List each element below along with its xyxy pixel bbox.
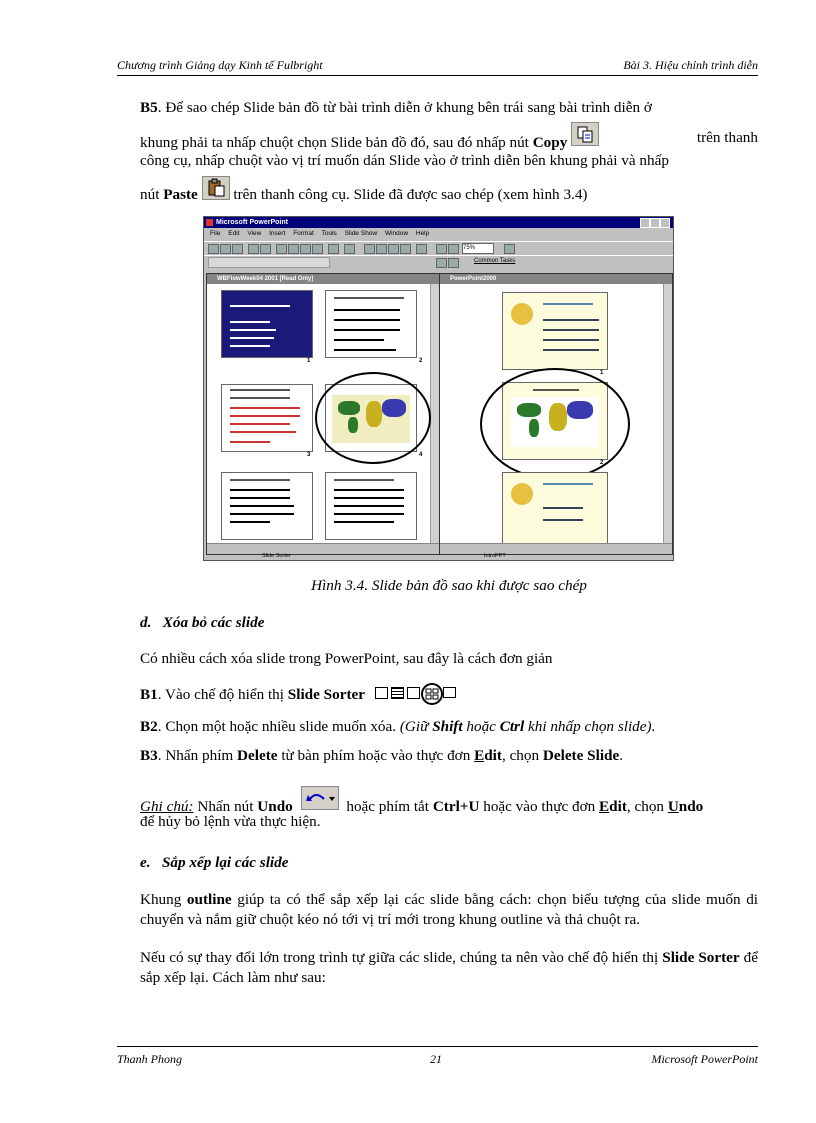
b3-text-4: . [619, 747, 624, 764]
b2-italic-1: (Giữ [399, 718, 429, 735]
paste-icon [202, 176, 230, 200]
b3-delete-slide: Delete Slide [542, 747, 620, 764]
paste-tb-icon[interactable] [300, 244, 311, 254]
right-slide-thumb-3[interactable] [502, 472, 608, 544]
menu-slideshow[interactable]: Slide Show [344, 230, 378, 237]
new-icon[interactable] [208, 244, 219, 254]
b5-line-1 [140, 98, 758, 118]
close-icon[interactable] [660, 218, 670, 228]
footer-left: Thanh Phong [117, 1052, 183, 1066]
redo-tb-icon[interactable] [344, 244, 355, 254]
right-slide-number-1: 1 [600, 370, 604, 376]
header-rule [117, 75, 758, 76]
b5-text-6: trên thanh công cụ. Slide đã được sao chép (xem hình 3.4) [233, 186, 588, 203]
ppt-menubar [204, 228, 673, 240]
section-d-letter: d. [140, 614, 152, 631]
copy-label: Copy [532, 134, 568, 151]
right-slide-thumb-1[interactable] [502, 292, 608, 370]
open-icon[interactable] [220, 244, 231, 254]
footer-rule [117, 1046, 758, 1047]
save-icon[interactable] [232, 244, 243, 254]
zoom-select[interactable]: 75% [462, 243, 494, 254]
left-pane-title: WBFlowWeek04 2001 [Read Only] [207, 274, 439, 284]
slide-thumb-5[interactable] [221, 472, 313, 540]
tables-icon[interactable] [376, 244, 387, 254]
speaker-notes-icon[interactable] [448, 258, 459, 268]
ppt-app-icon [206, 219, 213, 226]
menu-help[interactable]: Help [415, 230, 430, 237]
paste-label: Paste [163, 186, 198, 203]
copy-tb-icon[interactable] [288, 244, 299, 254]
undo-tb-icon[interactable] [328, 244, 339, 254]
note-edit-rest: dit [609, 798, 627, 815]
right-scrollbar[interactable] [663, 284, 672, 544]
footer-right: Microsoft PowerPoint [651, 1052, 758, 1066]
e-p2-text-2: để sắp xếp lại. Cách làm như sau: [140, 949, 758, 986]
map-selection-circle-left [315, 372, 431, 464]
note-text-3: hoặc vào thực đơn [483, 798, 596, 815]
e-p1-text-1: Khung [140, 891, 182, 908]
right-slide-number-2: 2 [600, 460, 604, 466]
b5-line-3: công cụ, nhấp chuột vào vị trí muốn dán Slide vào ở trình diễn bên khung phải và nhấp [140, 152, 669, 169]
e-p2-bold: Slide Sorter [662, 949, 740, 966]
e-p1-text-2: giúp ta có thể sắp xếp lại các slide bằng cách: chọn biểu tượng của slide muốn di chuyển và nắm giữ chuột kéo nó tới vị trí mới trong khung outline và thả chuột ra. [140, 891, 759, 928]
slide-thumb-2[interactable] [325, 290, 417, 358]
header-left: Chương trình Giảng dạy Kinh tế Fulbright [117, 58, 323, 72]
ppt-title: Microsoft PowerPoint [216, 219, 288, 226]
minimize-icon[interactable] [640, 218, 650, 228]
note-label: Ghi chú: [140, 798, 194, 815]
section-e-letter: e. [140, 854, 151, 871]
menu-edit[interactable]: Edit [228, 230, 240, 237]
e-p1-outline: outline [186, 891, 232, 908]
format-painter-icon[interactable] [312, 244, 323, 254]
menu-view[interactable]: View [247, 230, 262, 237]
b5-text-2: khung phải ta nhấp chuột chọn Slide bản đồ đó, sau đó nhấp nút [140, 134, 529, 151]
b3-edit-u: E [474, 747, 485, 764]
section-e-heading [140, 853, 758, 873]
note-line-2: để hủy bỏ lệnh vừa thực hiện. [140, 813, 321, 830]
spell-icon[interactable] [260, 244, 271, 254]
expand-icon[interactable] [416, 244, 427, 254]
note-undo-rest: ndo [678, 798, 704, 815]
slide-number-3: 3 [307, 452, 311, 458]
right-presentation-pane [439, 273, 673, 555]
right-pane-title: PowerPoint2000 [440, 274, 672, 284]
ppt-titlebar [204, 217, 673, 228]
map-selection-circle-right [480, 368, 630, 480]
maximize-icon[interactable] [650, 218, 660, 228]
b2-text: . Chọn một hoặc nhiều slide muốn xóa. [157, 718, 397, 735]
b5-text-1: . Để sao chép Slide bản đồ từ bài trình diễn ở khung bên trái sang bài trình diễn ở [157, 99, 652, 116]
header-right: Bài 3. Hiệu chỉnh trình diễn [623, 58, 758, 72]
b3-text-2: từ bàn phím hoặc vào thực đơn [281, 747, 471, 764]
slide-view-icon[interactable] [407, 687, 420, 699]
left-presentation-pane [206, 273, 440, 555]
e-p2-text-1: Nếu có sự thay đổi lớn trong trình tự giữa các slide, chúng ta nên vào chế độ hiển thị [140, 949, 659, 966]
summary-slide-icon[interactable] [436, 258, 447, 268]
b2-ctrl: Ctrl [499, 718, 525, 735]
e-paragraph-2 [140, 948, 758, 988]
note-undo-u: U [667, 798, 679, 815]
slide-sorter-view-icon[interactable] [421, 683, 443, 705]
d-intro: Có nhiều cách xóa slide trong PowerPoint, sau đây là cách đơn giản [140, 650, 553, 667]
show-formatting-icon[interactable] [436, 244, 447, 254]
cut-icon[interactable] [276, 244, 287, 254]
b5-text-3: trên thanh [696, 129, 758, 146]
font-select[interactable] [208, 257, 330, 268]
view-buttons [375, 683, 467, 703]
slide-thumb-6[interactable] [325, 472, 417, 540]
b5-line-4 [140, 180, 758, 205]
print-icon[interactable] [248, 244, 259, 254]
grayscale-icon[interactable] [448, 244, 459, 254]
b1-bold: Slide Sorter [287, 686, 365, 703]
new-slide-icon[interactable] [400, 244, 411, 254]
status-template: IntroPPT [484, 553, 506, 559]
section-d-heading [140, 613, 758, 633]
chart-icon[interactable] [388, 244, 399, 254]
b2-italic-2: hoặc [466, 718, 496, 735]
note-undo: Undo [257, 798, 293, 815]
b3-text-1: . Nhấn phím [157, 747, 234, 764]
ppt-toolbar-formatting [204, 255, 673, 269]
b2-italic-3: khi nhấp chọn slide). [527, 718, 656, 735]
b3-text-3: , chọn [501, 747, 540, 764]
note-shortcut: Ctrl+U [432, 798, 480, 815]
slide-show-icon[interactable] [443, 687, 456, 698]
b3-line [140, 746, 758, 766]
menu-insert[interactable]: Insert [269, 230, 286, 237]
b3-delete: Delete [237, 747, 278, 764]
slide-number-1: 1 [307, 358, 311, 364]
b1-line [140, 683, 758, 705]
menu-format[interactable]: Format [293, 230, 314, 237]
outline-view-icon[interactable] [391, 687, 404, 699]
status-view: Slide Sorter [262, 553, 291, 559]
ppt-statusbar [204, 552, 673, 560]
b3-label: B3 [140, 747, 158, 764]
note-text-1: Nhấn nút [197, 798, 254, 815]
help-icon[interactable] [504, 244, 515, 254]
hyperlink-icon[interactable] [364, 244, 375, 254]
slide-number-2: 2 [419, 358, 423, 364]
footer-page-number: 21 [430, 1052, 442, 1066]
section-e-title: Sắp xếp lại các slide [161, 854, 289, 871]
b5-text-5: nút [140, 186, 160, 203]
e-paragraph-1 [140, 890, 758, 930]
b1-text: . Vào chế độ hiển thị [157, 686, 284, 703]
slide-thumb-3[interactable] [221, 384, 313, 452]
b3-edit-rest: dit [484, 747, 502, 764]
note-text-4: , chọn [626, 798, 665, 815]
b5-label: B5 [140, 99, 158, 116]
menu-window[interactable]: Window [384, 230, 409, 237]
b2-line [140, 717, 758, 737]
b2-shift: Shift [432, 718, 463, 735]
section-d-title: Xóa bỏ các slide [162, 614, 265, 631]
slide-number-4: 4 [419, 452, 423, 458]
copy-icon [571, 122, 599, 146]
menu-file[interactable]: File [210, 230, 221, 237]
left-scrollbar[interactable] [430, 284, 439, 544]
ppt-toolbar-standard [204, 241, 673, 255]
note-edit-u: E [599, 798, 610, 815]
normal-view-icon[interactable] [375, 687, 388, 699]
powerpoint-screenshot [203, 216, 674, 561]
menu-tools[interactable]: Tools [321, 230, 337, 237]
b1-label: B1 [140, 686, 158, 703]
common-tasks-button[interactable]: Common Tasks [474, 258, 516, 264]
undo-icon [301, 786, 339, 810]
figure-caption: Hình 3.4. Slide bản đồ sao khi được sao chép [311, 577, 587, 594]
note-text-2: hoặc phím tắt [346, 798, 430, 815]
b5-line-2 [140, 128, 758, 153]
b2-label: B2 [140, 718, 158, 735]
slide-thumb-1[interactable] [221, 290, 313, 358]
